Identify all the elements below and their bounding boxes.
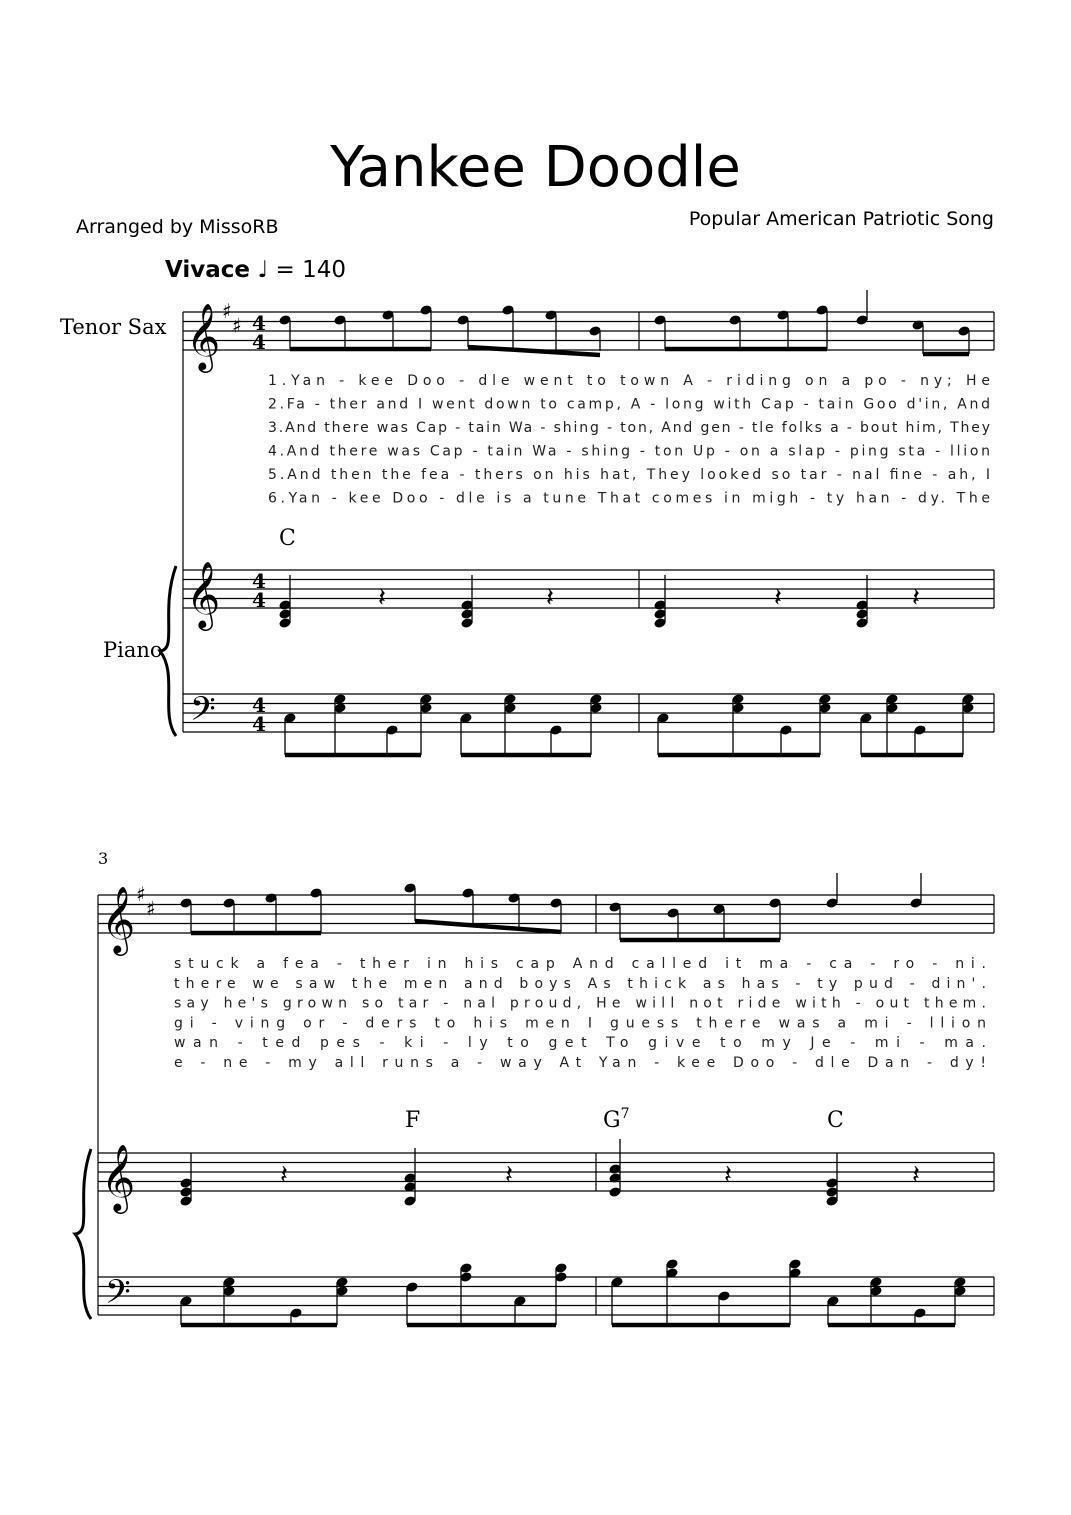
quarter-rest-icon: 𝄽 <box>280 1160 288 1190</box>
lyric-line: 1.Yan - kee Doo - dle went to town A - riding on a po - ny; He <box>268 373 991 389</box>
chord-extension: 7 <box>620 1106 630 1122</box>
beam <box>415 921 561 932</box>
composer-credit: Popular American Patriotic Song <box>688 208 994 230</box>
sharp-icon: ♯ <box>232 313 242 338</box>
lyric-line: gi - ving or - ders to his men I guess there was a mi - llion <box>174 1015 987 1032</box>
chord-symbols <box>279 526 844 1133</box>
quarter-rest-icon: 𝄽 <box>378 583 386 613</box>
treble-clef-icon: 𝄞 <box>186 560 221 628</box>
instrument-label-sax: Tenor Sax <box>60 315 167 339</box>
quarter-rest-icon: 𝄽 <box>774 583 782 613</box>
quarter-rest-icon: 𝄽 <box>505 1160 513 1190</box>
staff-lines <box>75 312 994 1319</box>
bass-clef-icon: 𝄢 <box>105 1273 131 1320</box>
time-signature-bottom: 4 <box>252 588 266 612</box>
measure-number: 3 <box>98 849 109 868</box>
lyric-line: 4.And there was Cap - tain Wa - shing - ton Up - on a slap - ping sta - llion <box>268 443 990 460</box>
sharp-icon: ♯ <box>222 299 232 323</box>
quarter-rest-icon: 𝄽 <box>912 583 920 613</box>
quarter-rest-icon: 𝄽 <box>912 1160 920 1190</box>
sharp-icon: ♯ <box>146 896 156 921</box>
tempo-value: = 140 <box>275 257 346 283</box>
lyric-line: 5.And then the fea - thers on his hat, They looked so tar - nal fine - ah, I <box>268 467 991 483</box>
lyric-line: there we saw the men and boys As thick as has - ty pud - din'. <box>174 975 986 992</box>
lyric-line: say he's grown so tar - nal proud, He will not ride with - out them. <box>174 995 987 1012</box>
beam <box>468 347 600 355</box>
treble-clef-icon: 𝄞 <box>101 885 136 953</box>
lyric-line: 2.Fa - ther and I went down to camp, A - long with Cap - tain Goo d'in, And <box>268 396 991 413</box>
lyric-line: 6.Yan - kee Doo - dle is a tune That comes in migh - ty han - dy. The <box>268 490 991 507</box>
lyric-line: 3.And there was Cap - tain Wa - shing - ton, And gen - tle folks a - bout him, They <box>268 420 990 436</box>
time-signature-top: 4 <box>252 311 266 335</box>
page-title: Yankee Doodle <box>330 135 741 200</box>
piano-brace <box>160 566 176 736</box>
instrument-label-piano: Piano <box>103 638 163 662</box>
time-signature-top: 4 <box>252 693 266 717</box>
sharp-icon: ♯ <box>136 882 146 906</box>
treble-clef-icon: 𝄞 <box>101 1143 136 1211</box>
chord-symbol: C <box>279 526 296 551</box>
chord-symbol: F <box>405 1108 421 1133</box>
quarter-rest-icon: 𝄽 <box>724 1160 732 1190</box>
lyric-line: wan - ted pes - ki - ly to get To give to my Je - mi - ma. <box>174 1035 986 1052</box>
time-signature-bottom: 4 <box>252 712 266 736</box>
time-signature-bottom: 4 <box>252 330 266 354</box>
tempo-term: Vivace <box>165 257 251 283</box>
chord-symbol: $G^7$ <box>603 1106 630 1133</box>
piano-brace <box>75 1149 91 1319</box>
treble-clef-icon: 𝄞 <box>186 302 221 370</box>
quarter-rest-icon: 𝄽 <box>546 583 554 613</box>
time-signature-top: 4 <box>252 569 266 593</box>
quarter-note-icon: ♩ <box>257 257 269 283</box>
bass-clef-icon: 𝄢 <box>190 690 216 737</box>
arranger-credit: Arranged by MissoRB <box>76 216 279 238</box>
chord-symbol: C <box>827 1108 844 1133</box>
lyric-line: stuck a fea - ther in his cap And called it ma - ca - ro - ni. <box>174 956 987 972</box>
lyric-line: e - ne - my all runs a - way At Yan - kee Doo - dle Dan - dy! <box>174 1055 987 1071</box>
